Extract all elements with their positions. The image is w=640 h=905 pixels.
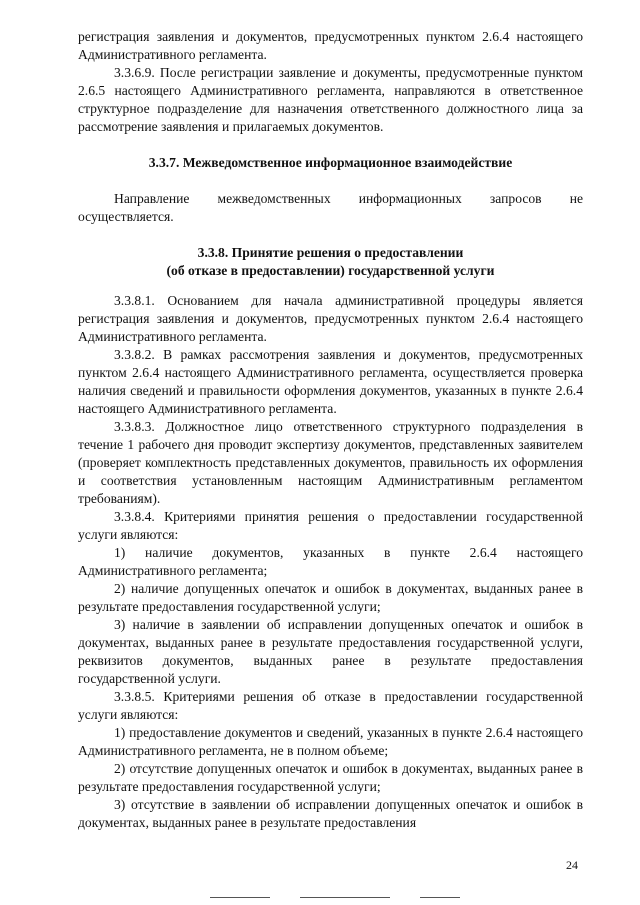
paragraph-3-3-8-1: 3.3.8.1. Основанием для начала административной процедуры является регистрация заявления и документов, предусмотренных пунктом 2.6.4 настоящего Административного регламента. xyxy=(78,293,583,344)
scan-artifact-line xyxy=(210,897,270,898)
paragraph-3-3-8-4: 3.3.8.4. Критериями принятия решения о предоставлении государственной услуги являются: xyxy=(78,509,583,542)
document-page xyxy=(78,28,583,832)
section-heading-3-3-8-line2: (об отказе в предоставлении) государственной услуги xyxy=(166,263,495,278)
paragraph-3-3-8-3: 3.3.8.3. Должностное лицо ответственного структурного подразделения в течение 1 рабочего дня проводит экспертизу документов, представленных заявителем (проверяет комплектность представленных документов, правильность их оформления и соответствия установленным настоящим Административным регламентом требованиям). xyxy=(78,419,583,506)
scan-artifact-line xyxy=(300,897,390,898)
section-heading-3-3-7: 3.3.7. Межведомственное информационное взаимодействие xyxy=(148,155,513,170)
paragraph-3-3-6-9: 3.3.6.9. После регистрации заявление и документы, предусмотренные пунктом 2.6.5 настоящего Административного регламента, направляются в ответственное структурное подразделение для назначения ответственного должностного лица за рассмотрение заявления и прилагаемых документов. xyxy=(78,65,583,134)
list-item-refuse-1: 1) предоставление документов и сведений, указанных в пункте 2.6.4 настоящего Административного регламента, не в полном объеме; xyxy=(78,725,583,758)
section-heading-3-3-8-line1: 3.3.8. Принятие решения о предоставлении xyxy=(197,245,464,260)
paragraph-3-3-8-2: 3.3.8.2. В рамках рассмотрения заявления и документов, предусмотренных пунктом 2.6.4 настоящего Административного регламента, осуществляется проверка наличия сведений и правильности оформления документов, указанных в пункте 2.6.4 настоящего Административного регламента. xyxy=(78,347,583,416)
scan-artifact-line xyxy=(420,897,460,898)
list-item-accept-1: 1) наличие документов, указанных в пункте 2.6.4 настоящего Административного регламента; xyxy=(78,545,583,578)
paragraph-3-3-8-5: 3.3.8.5. Критериями решения об отказе в предоставлении государственной услуги являются: xyxy=(78,689,583,722)
list-item-accept-3: 3) наличие в заявлении об исправлении допущенных опечаток и ошибок в документах, выданных ранее в результате предоставления государственной услуги, реквизитов документов, выданных ранее в результате предоставления государственной услуги. xyxy=(78,617,583,686)
list-item-refuse-2: 2) отсутствие допущенных опечаток и ошибок в документах, выданных ранее в результате предоставления государственной услуги; xyxy=(78,761,583,794)
page-number: 24 xyxy=(566,858,578,872)
paragraph-continuation: регистрация заявления и документов, предусмотренных пунктом 2.6.4 настоящего Административного регламента. xyxy=(78,29,583,62)
list-item-refuse-3: 3) отсутствие в заявлении об исправлении допущенных опечаток и ошибок в документах, выданных ранее в результате предоставления xyxy=(78,797,583,830)
list-item-accept-2: 2) наличие допущенных опечаток и ошибок в документах, выданных ранее в результате предоставления государственной услуги; xyxy=(78,581,583,614)
paragraph-3-3-7: Направление межведомственных информационных запросов не осуществляется. xyxy=(78,191,583,224)
